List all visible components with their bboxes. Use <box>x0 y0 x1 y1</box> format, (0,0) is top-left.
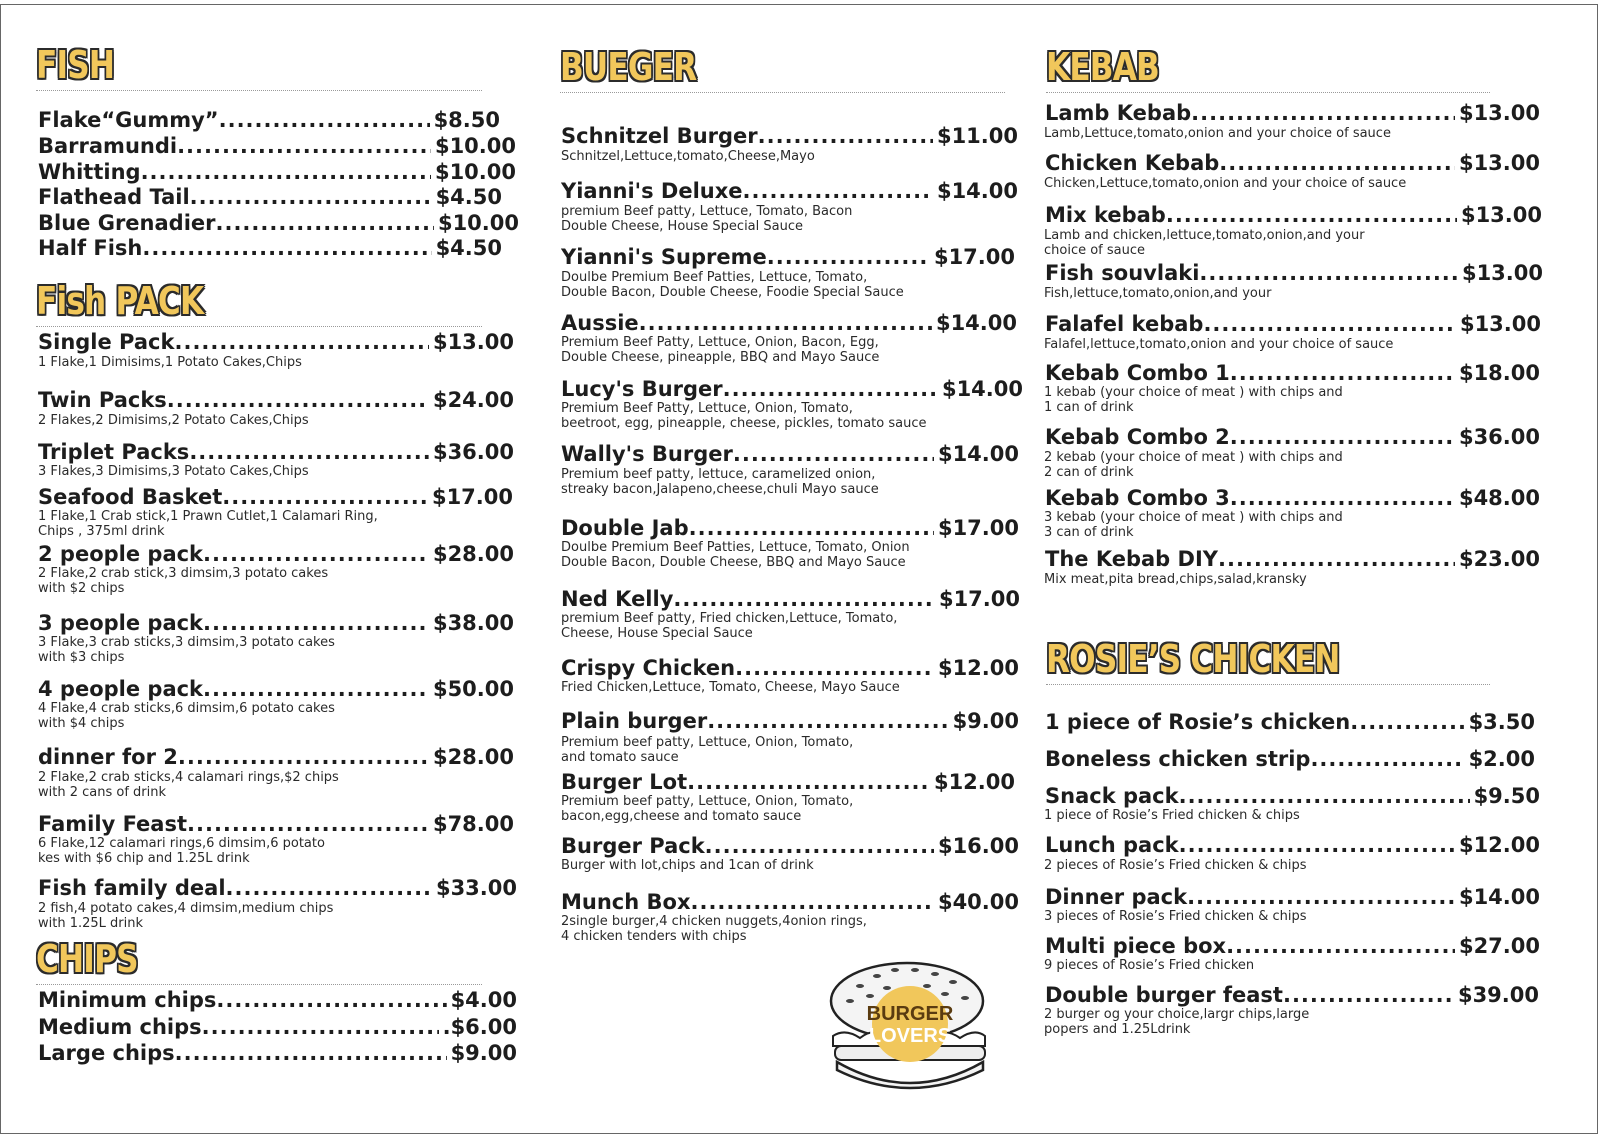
menu-item <box>38 812 514 836</box>
item-price: $3.50 <box>1468 710 1535 734</box>
item-description: 6 Flake,12 calamari rings,6 dimsim,6 potato kes with $6 chip and 1.25L drink <box>38 836 325 866</box>
item-name: Schnitzel Burger <box>561 124 758 148</box>
item-description: 3 Flakes,3 Dimisims,3 Potato Cakes,Chips <box>38 464 309 479</box>
menu-item <box>1045 101 1540 125</box>
chicken-rule <box>1046 684 1490 685</box>
item-description: Premium beef patty, Lettuce, Onion, Tomato, bacon,egg,cheese and tomato sauce <box>561 794 854 824</box>
item-price: $14.00 <box>936 179 1018 203</box>
item-name: The Kebab DIY <box>1045 547 1218 571</box>
menu-item <box>1045 983 1539 1007</box>
item-price: $13.00 <box>432 330 514 354</box>
item-name: Boneless chicken strip <box>1045 747 1311 771</box>
item-dot-leader <box>1230 361 1455 385</box>
item-description: Doulbe Premium Beef Patties, Lettuce, Tomato, Double Bacon, Double Cheese, Foodie Special Sauce <box>561 270 904 300</box>
menu-item <box>38 440 514 464</box>
item-price: $13.00 <box>1458 101 1540 125</box>
menu-item <box>561 442 1019 466</box>
item-price: $50.00 <box>432 677 514 701</box>
menu-item <box>561 516 1019 540</box>
item-price: $13.00 <box>1461 261 1543 285</box>
item-price: $78.00 <box>432 812 514 836</box>
item-dot-leader <box>639 311 932 335</box>
item-dot-leader <box>691 890 934 914</box>
item-name: 3 people pack <box>38 611 204 635</box>
item-description: 2 kebab (your choice of meat ) with chips and 2 can of drink <box>1044 450 1343 480</box>
menu-item <box>38 542 514 566</box>
logo-text-lovers: LOVERS <box>868 1025 952 1047</box>
item-name: Double burger feast <box>1045 983 1283 1007</box>
item-name: Family Feast <box>38 812 188 836</box>
item-price: $17.00 <box>938 587 1020 611</box>
item-name: Falafel kebab <box>1045 312 1204 336</box>
menu-item <box>561 311 1017 335</box>
item-dot-leader <box>203 611 429 635</box>
menu-item <box>1045 203 1542 227</box>
fish-heading: FISH <box>36 43 115 87</box>
item-dot-leader <box>202 1015 439 1039</box>
item-dot-leader <box>1199 261 1458 285</box>
item-dot-leader <box>1219 151 1455 175</box>
item-name: Seafood Basket <box>38 485 223 509</box>
item-description: 1 Flake,1 Dimisims,1 Potato Cakes,Chips <box>38 355 302 370</box>
item-name: Yianni's Deluxe <box>561 179 743 203</box>
item-description: 2single burger,4 chicken nuggets,4onion rings, 4 chicken tenders with chips <box>561 914 867 944</box>
item-name: Flathead Tail <box>38 185 190 209</box>
menu-item <box>38 745 514 769</box>
item-description: 1 kebab (your choice of meat ) with chips and 1 can of drink <box>1044 385 1343 415</box>
menu-item <box>38 185 502 209</box>
item-description: 1 Flake,1 Crab stick,1 Prawn Cutlet,1 Calamari Ring, Chips , 375ml drink <box>38 509 378 539</box>
item-price: $28.00 <box>432 745 514 769</box>
item-description: Mix meat,pita bread,chips,salad,kransky <box>1044 572 1307 587</box>
menu-item <box>561 656 1019 680</box>
fish-pack-rule <box>36 326 482 327</box>
item-dot-leader <box>743 179 933 203</box>
item-dot-leader <box>723 377 938 401</box>
item-name: Burger Lot <box>561 770 688 794</box>
menu-item <box>1045 151 1540 175</box>
item-name: Kebab Combo 2 <box>1045 425 1230 449</box>
burger-lovers-logo <box>815 956 1005 1106</box>
item-description: Burger with lot,chips and 1can of drink <box>561 858 814 873</box>
item-name: Lucy's Burger <box>561 377 723 401</box>
item-name: Snack pack <box>1045 784 1179 808</box>
menu-item <box>1045 885 1540 909</box>
menu-item <box>561 245 1015 269</box>
menu-item <box>561 124 1018 148</box>
item-price: $9.00 <box>450 1041 517 1065</box>
item-name: Aussie <box>561 311 639 335</box>
item-description: Premium beef patty, lettuce, caramelized onion, streaky bacon,Jalapeno,cheese,chuli Mayo sauce <box>561 467 879 497</box>
item-dot-leader <box>142 236 431 260</box>
item-price: $36.00 <box>432 440 514 464</box>
item-name: 4 people pack <box>38 677 204 701</box>
item-name: Whitting <box>38 160 141 184</box>
item-description: Fried Chicken,Lettuce, Tomato, Cheese, Mayo Sauce <box>561 680 900 695</box>
burger-heading: BUEGER <box>560 45 697 89</box>
item-price: $10.00 <box>434 160 516 184</box>
item-description: 2 pieces of Rosie’s Fried chicken & chips <box>1044 858 1307 873</box>
item-name: 1 piece of Rosie’s chicken <box>1045 710 1351 734</box>
item-dot-leader <box>1230 486 1455 510</box>
item-dot-leader <box>1218 547 1455 571</box>
item-price: $12.00 <box>937 656 1019 680</box>
item-name: Medium chips <box>38 1015 202 1039</box>
menu-item <box>38 677 514 701</box>
item-description: 2 burger og your choice,largr chips,large popers and 1.25Ldrink <box>1044 1007 1310 1037</box>
item-price: $27.00 <box>1458 934 1540 958</box>
item-price: $13.00 <box>1459 312 1541 336</box>
item-price: $4.50 <box>435 236 502 260</box>
item-name: Blue Grenadier <box>38 211 216 235</box>
item-price: $14.00 <box>941 377 1023 401</box>
menu-item <box>561 179 1018 203</box>
item-price: $14.00 <box>1458 885 1540 909</box>
item-dot-leader <box>219 108 430 132</box>
item-name: dinner for 2 <box>38 745 178 769</box>
menu-item <box>1045 547 1540 571</box>
item-name: Double Jab <box>561 516 689 540</box>
item-dot-leader <box>226 876 432 900</box>
menu-item <box>561 834 1019 858</box>
menu-item <box>38 485 513 509</box>
menu-item <box>38 876 517 900</box>
item-dot-leader <box>758 124 933 148</box>
item-name: Crispy Chicken <box>561 656 736 680</box>
item-name: Yianni's Supreme <box>561 245 767 269</box>
menu-item <box>1045 261 1543 285</box>
item-dot-leader <box>216 211 434 235</box>
fish-pack-heading: Fish PACK <box>36 279 204 323</box>
item-name: Ned Kelly <box>561 587 674 611</box>
item-price: $18.00 <box>1458 361 1540 385</box>
fish-rule <box>36 90 482 91</box>
menu-item <box>561 890 1019 914</box>
menu-item <box>561 709 1019 733</box>
item-dot-leader <box>735 656 934 680</box>
item-description: 1 piece of Rosie’s Fried chicken & chips <box>1044 808 1300 823</box>
chips-rule <box>36 984 482 985</box>
item-price: $38.00 <box>432 611 514 635</box>
menu-item <box>1045 833 1540 857</box>
item-price: $33.00 <box>435 876 517 900</box>
menu-item <box>1045 784 1540 808</box>
item-name: Kebab Combo 1 <box>1045 361 1230 385</box>
item-dot-leader <box>1187 885 1455 909</box>
item-description: 3 Flake,3 crab sticks,3 dimsim,3 potato cakes with $3 chips <box>38 635 335 665</box>
item-price: $9.50 <box>1473 784 1540 808</box>
menu-item <box>561 377 1023 401</box>
item-price: $9.00 <box>952 709 1019 733</box>
item-name: Fish family deal <box>38 876 226 900</box>
item-dot-leader <box>1191 101 1455 125</box>
item-dot-leader <box>189 440 429 464</box>
item-name: Lamb Kebab <box>1045 101 1192 125</box>
item-description: 4 Flake,4 crab sticks,6 dimsim,6 potato cakes with $4 chips <box>38 701 335 731</box>
item-dot-leader <box>216 988 446 1012</box>
item-name: Multi piece box <box>1045 934 1227 958</box>
item-description: 2 Flake,2 crab sticks,4 calamari rings,$2 chips with 2 cans of drink <box>38 770 339 800</box>
item-name: Fish souvlaki <box>1045 261 1200 285</box>
menu-item <box>38 988 517 1012</box>
logo-bottom-bun <box>837 1062 983 1088</box>
item-name: Twin Packs <box>38 388 167 412</box>
item-dot-leader <box>1310 747 1464 771</box>
item-dot-leader <box>1283 983 1454 1007</box>
item-name: Mix kebab <box>1045 203 1166 227</box>
item-dot-leader <box>707 709 948 733</box>
item-description: Premium Beef Patty, Lettuce, Onion, Bacon, Egg, Double Cheese, pineapple, BBQ and Mayo Sauce <box>561 335 880 365</box>
item-price: $17.00 <box>933 245 1015 269</box>
item-description: 2 Flake,2 crab stick,3 dimsim,3 potato cakes with $2 chips <box>38 566 329 596</box>
item-price: $17.00 <box>431 485 513 509</box>
item-dot-leader <box>175 1041 447 1065</box>
menu-item <box>38 1015 517 1039</box>
item-name: Wally's Burger <box>561 442 733 466</box>
item-description: Lamb,Lettuce,tomato,onion and your choice of sauce <box>1044 126 1391 141</box>
item-price: $2.00 <box>1468 747 1535 771</box>
item-dot-leader <box>167 388 429 412</box>
item-price: $16.00 <box>937 834 1019 858</box>
item-dot-leader <box>190 185 432 209</box>
item-price: $12.00 <box>1458 833 1540 857</box>
chicken-heading: ROSIE’S CHICKEN <box>1046 637 1340 681</box>
item-description: Falafel,lettuce,tomato,onion and your choice of sauce <box>1044 337 1394 352</box>
item-dot-leader <box>203 677 429 701</box>
item-price: $17.00 <box>937 516 1019 540</box>
item-description: Premium Beef Patty, Lettuce, Onion, Tomato, beetroot, egg, pineapple, cheese, pickles, tomato sauce <box>561 401 927 431</box>
item-dot-leader <box>222 485 428 509</box>
item-description: Fish,lettuce,tomato,onion,and your <box>1044 286 1272 301</box>
item-description: premium Beef patty, Lettuce, Tomato, Bacon Double Cheese, House Special Sauce <box>561 204 853 234</box>
item-dot-leader <box>174 330 428 354</box>
item-price: $11.00 <box>936 124 1018 148</box>
item-name: Dinner pack <box>1045 885 1188 909</box>
item-name: Barramundi <box>38 134 178 158</box>
item-dot-leader <box>203 542 429 566</box>
item-price: $8.50 <box>433 108 500 132</box>
item-name: Munch Box <box>561 890 691 914</box>
item-price: $28.00 <box>432 542 514 566</box>
item-price: .$6.00 <box>442 1015 517 1039</box>
menu-item <box>38 1041 517 1065</box>
item-price: $39.00 <box>1457 983 1539 1007</box>
menu-item <box>1045 934 1540 958</box>
menu-item <box>38 211 519 235</box>
item-name: Single Pack <box>38 330 175 354</box>
item-price: $13.00 <box>1458 151 1540 175</box>
menu-item <box>38 236 502 260</box>
burger-rule <box>560 92 1005 93</box>
item-description: Doulbe Premium Beef Patties, Lettuce, Tomato, Onion Double Bacon, Double Cheese, BBQ and Mayo Sauce <box>561 540 910 570</box>
menu-item <box>38 108 500 132</box>
item-dot-leader <box>1179 784 1470 808</box>
menu-item <box>38 330 514 354</box>
item-price: $4.50 <box>435 185 502 209</box>
item-name: Triplet Packs <box>38 440 190 464</box>
item-name: Half Fish <box>38 236 143 260</box>
item-description: Premium beef patty, Lettuce, Onion, Tomato, and tomato sauce <box>561 735 854 765</box>
menu-item <box>38 388 514 412</box>
menu-item <box>1045 361 1540 385</box>
item-description: 3 pieces of Rosie’s Fried chicken & chips <box>1044 909 1307 924</box>
logo-text-burger: BURGER <box>866 1003 954 1025</box>
item-price: $48.00 <box>1458 486 1540 510</box>
item-dot-leader <box>1179 833 1455 857</box>
menu-item <box>561 587 1020 611</box>
item-description: premium Beef patty, Fried chicken,Lettuce, Tomato, Cheese, House Special Sauce <box>561 611 898 641</box>
kebab-rule <box>1046 92 1490 93</box>
item-description: Lamb and chicken,lettuce,tomato,onion,and your choice of sauce <box>1044 228 1365 258</box>
item-name: Large chips <box>38 1041 175 1065</box>
item-description: 2 Flakes,2 Dimisims,2 Potato Cakes,Chips <box>38 413 309 428</box>
item-price: $10.00 <box>434 134 516 158</box>
item-description: 2 fish,4 potato cakes,4 dimsim,medium chips with 1.25L drink <box>38 901 334 931</box>
item-dot-leader <box>705 834 934 858</box>
item-description: 9 pieces of Rosie’s Fried chicken <box>1044 958 1255 973</box>
item-price: $23.00 <box>1458 547 1540 571</box>
item-price: $13.00 <box>1460 203 1542 227</box>
item-name: 2 people pack <box>38 542 204 566</box>
item-dot-leader <box>178 745 429 769</box>
menu-item <box>38 134 516 158</box>
item-name: Flake“Gummy” <box>38 108 219 132</box>
menu-item <box>38 160 516 184</box>
item-dot-leader <box>689 516 934 540</box>
item-price: $4.00 <box>450 988 517 1012</box>
item-dot-leader <box>1226 934 1455 958</box>
item-name: Plain burger <box>561 709 708 733</box>
menu-item <box>561 770 1015 794</box>
menu-item <box>1045 486 1540 510</box>
item-description: 3 kebab (your choice of meat ) with chips and 3 can of drink <box>1044 510 1343 540</box>
item-name: Minimum chips <box>38 988 217 1012</box>
item-name: Kebab Combo 3 <box>1045 486 1230 510</box>
item-dot-leader <box>1230 425 1455 449</box>
item-dot-leader <box>177 134 431 158</box>
item-price: $40.00 <box>937 890 1019 914</box>
chips-heading: CHIPS <box>36 937 138 981</box>
item-price: $10.00 <box>437 211 519 235</box>
menu-item <box>1045 312 1541 336</box>
item-dot-leader <box>1166 203 1457 227</box>
item-dot-leader <box>767 245 930 269</box>
item-dot-leader <box>733 442 934 466</box>
item-dot-leader <box>673 587 935 611</box>
item-description: Schnitzel,Lettuce,tomato,Cheese,Mayo <box>561 149 815 164</box>
menu-item <box>1045 425 1540 449</box>
kebab-heading: KEBAB <box>1046 45 1159 89</box>
item-price: $14.00 <box>937 442 1019 466</box>
item-dot-leader <box>687 770 930 794</box>
item-name: Lunch pack <box>1045 833 1179 857</box>
item-price: $14.00 <box>935 311 1017 335</box>
menu-item <box>1045 710 1535 734</box>
menu-item <box>1045 747 1535 771</box>
menu-item <box>38 611 514 635</box>
item-name: Burger Pack <box>561 834 705 858</box>
item-dot-leader <box>187 812 429 836</box>
item-dot-leader <box>1203 312 1456 336</box>
item-name: Chicken Kebab <box>1045 151 1220 175</box>
item-price: $24.00 <box>432 388 514 412</box>
item-description: Chicken,Lettuce,tomato,onion and your choice of sauce <box>1044 176 1407 191</box>
item-price: $36.00 <box>1458 425 1540 449</box>
item-dot-leader <box>1350 710 1464 734</box>
item-dot-leader <box>141 160 431 184</box>
item-price: $12.00 <box>933 770 1015 794</box>
